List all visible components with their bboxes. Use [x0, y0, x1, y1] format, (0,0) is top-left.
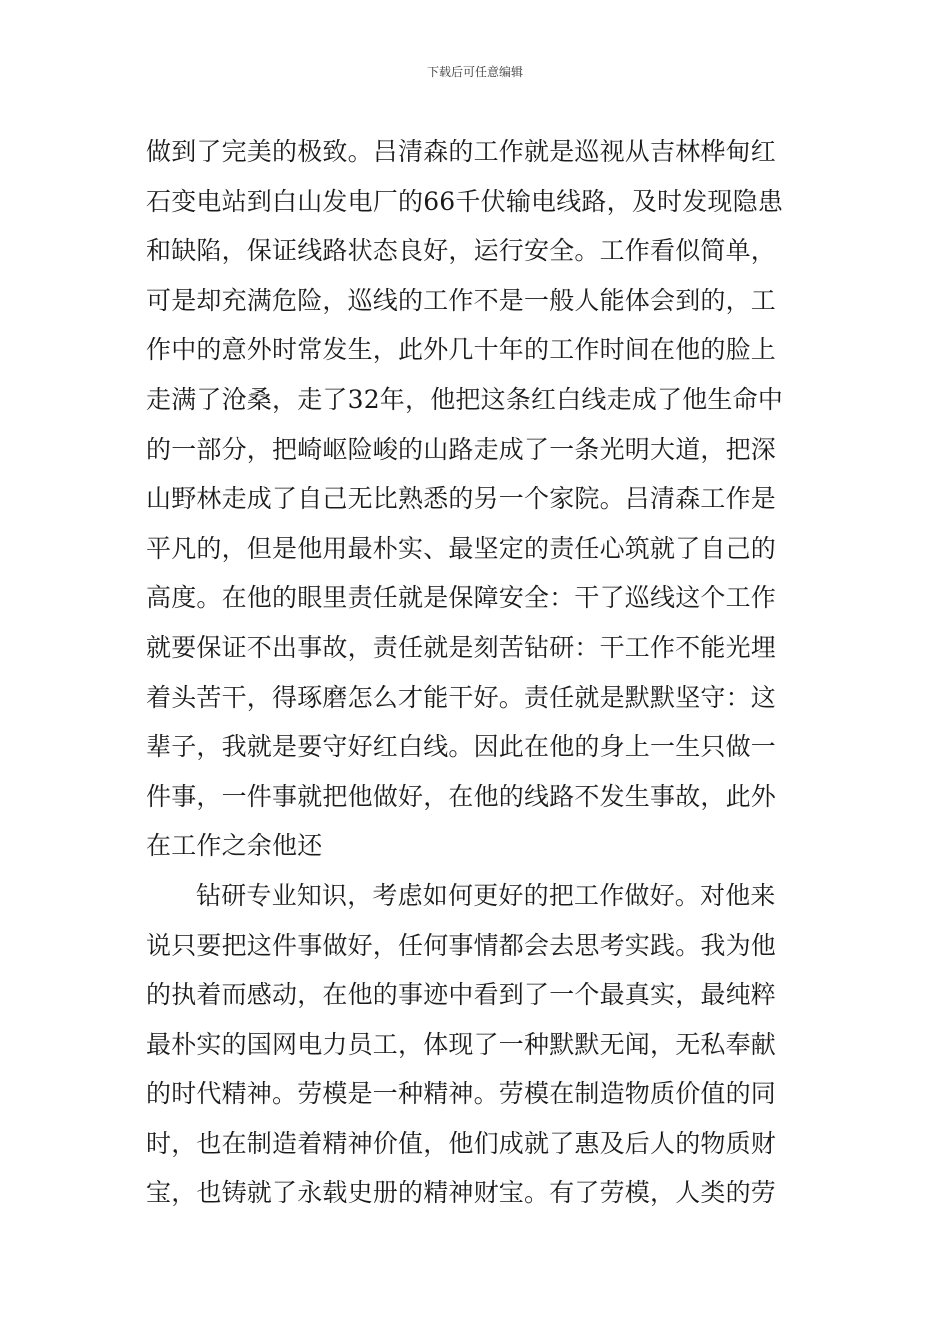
- text-line: 走满了沧桑，走了32年，他把这条红白线走成了他生命中: [146, 384, 784, 414]
- text-line-indented: 钻研专业知识，考虑如何更好的把工作做好。对他来: [196, 880, 776, 910]
- text-line: 在工作之余他还: [146, 831, 323, 861]
- text-line: 做到了完美的极致。吕清森的工作就是巡视从吉林桦甸红: [146, 137, 777, 166]
- text-line: 石变电站到白山发电厂的66千伏输电线路，及时发现隐患: [146, 186, 784, 216]
- paragraph-2: [146, 871, 808, 1218]
- text-line: 的时代精神。劳模是一种精神。劳模在制造物质价值的同: [146, 1079, 777, 1109]
- text-line: 山野林走成了自己无比熟悉的另一个家院。吕清森工作是: [146, 484, 777, 514]
- document-body: [146, 127, 808, 1218]
- text-line: 件事，一件事就把他做好，在他的线路不发生事故，此外: [146, 781, 777, 811]
- text-line: 就要保证不出事故，责任就是刻苦钻研：干工作不能光埋: [146, 632, 777, 662]
- text-line: 高度。在他的眼里责任就是保障安全：干了巡线这个工作: [146, 583, 777, 613]
- text-line: 辈子，我就是要守好红白线。因此在他的身上一生只做一: [146, 732, 777, 762]
- text-line: 可是却充满危险，巡线的工作不是一般人能体会到的，工: [146, 285, 777, 315]
- text-line: 的执着而感动，在他的事迹中看到了一个最真实，最纯粹: [146, 980, 777, 1010]
- text-line: 说只要把这件事做好，任何事情都会去思考实践。我为他: [146, 930, 777, 960]
- paragraph-1: [146, 127, 808, 871]
- text-line: 时，也在制造着精神价值，他们成就了惠及后人的物质财: [146, 1128, 777, 1158]
- text-line: 的一部分，把崎岖险峻的山路走成了一条光明大道，把深: [146, 434, 777, 464]
- text-line: 作中的意外时常发生，此外几十年的工作时间在他的脸上: [146, 335, 777, 365]
- text-line: 宝，也铸就了永载史册的精神财宝。有了劳模，人类的劳: [146, 1178, 777, 1208]
- text-line: 最朴实的国网电力员工，体现了一种默默无闻，无私奉献: [146, 1029, 777, 1059]
- text-line: 和缺陷，保证线路状态良好，运行安全。工作看似简单，: [146, 236, 777, 266]
- text-line: 平凡的，但是他用最朴实、最坚定的责任心筑就了自己的: [146, 533, 777, 563]
- header-note: 下载后可任意编辑: [426, 65, 523, 79]
- text-line: 着头苦干，得琢磨怎么才能干好。责任就是默默坚守：这: [146, 682, 777, 712]
